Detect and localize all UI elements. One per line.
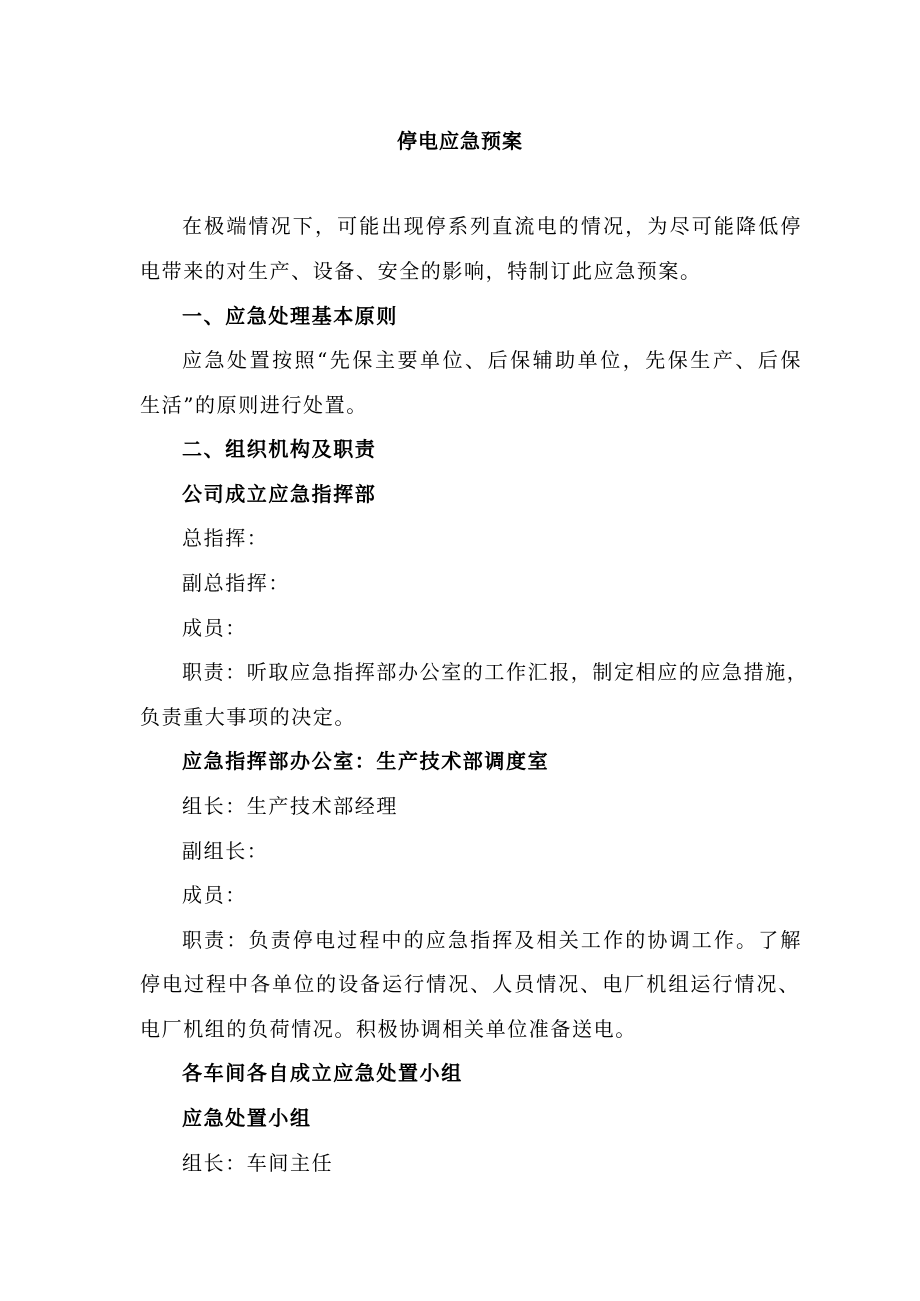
section2-heading: 二、组织机构及职责 (182, 437, 377, 461)
intro-line-1: 在极端情况下，可能出现停系列直流电的情况，为尽可能降低停 (182, 214, 802, 238)
document-title: 停电应急预案 (397, 129, 523, 153)
office-members: 成员： (182, 883, 247, 907)
hq-commander: 总指挥： (182, 526, 269, 550)
section1-line-1: 应急处置按照“先保主要单位、后保辅助单位，先保生产、后保 (182, 348, 802, 372)
workshop-heading: 各车间各自成立应急处置小组 (182, 1061, 463, 1085)
office-duty-line-2: 停电过程中各单位的设备运行情况、人员情况、电厂机组运行情况、 (140, 972, 800, 996)
hq-deputy-commander: 副总指挥： (182, 571, 290, 595)
hq-heading: 公司成立应急指挥部 (182, 482, 377, 506)
office-heading: 应急指挥部办公室：生产技术部调度室 (182, 749, 550, 773)
section1-line-2: 生活”的原则进行处置。 (140, 393, 368, 417)
hq-duty-line-1: 职责：听取应急指挥部办公室的工作汇报，制定相应的应急措施， (182, 660, 809, 684)
intro-line-2: 电带来的对生产、设备、安全的影响，特制订此应急预案。 (140, 259, 702, 283)
office-duty-line-3: 电厂机组的负荷情况。积极协调相关单位准备送电。 (140, 1017, 637, 1041)
section1-heading: 一、应急处理基本原则 (182, 304, 398, 328)
office-deputy-leader: 副组长： (182, 839, 269, 863)
workshop-group-heading: 应急处置小组 (182, 1106, 312, 1130)
office-duty-line-1: 职责：负责停电过程中的应急指挥及相关工作的协调工作。了解 (182, 928, 802, 952)
hq-duty-line-2: 负责重大事项的决定。 (140, 705, 356, 729)
hq-members: 成员： (182, 616, 247, 640)
office-leader: 组长：生产技术部经理 (182, 794, 398, 818)
workshop-leader: 组长：车间主任 (182, 1151, 334, 1175)
